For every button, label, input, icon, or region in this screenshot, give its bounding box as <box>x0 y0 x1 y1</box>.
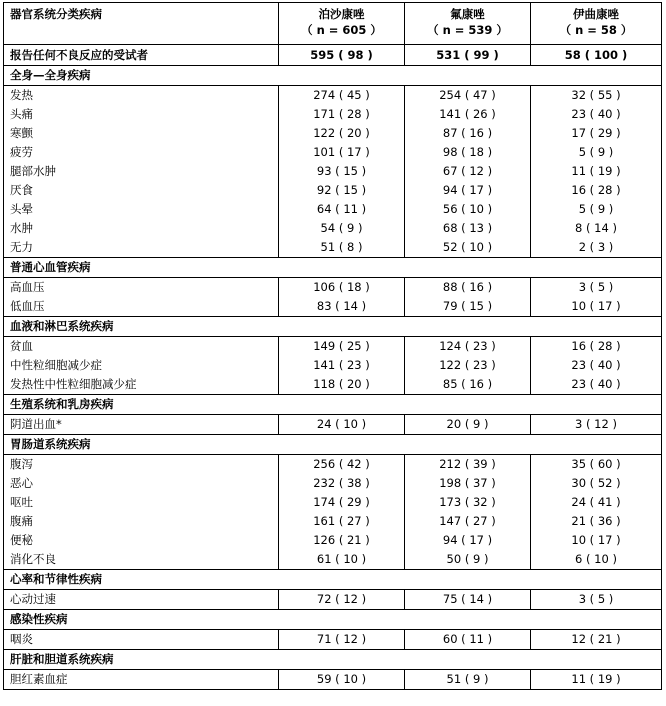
cell-itraconazole: 16 ( 28 ) <box>531 337 662 357</box>
cell-posaconazole: 149 ( 25 ) <box>279 337 405 357</box>
table-row <box>4 297 662 317</box>
cell-posaconazole: 101 ( 17 ) <box>279 143 405 162</box>
cell-fluconazole: 50 ( 9 ) <box>405 550 531 570</box>
header-itraconazole <box>531 3 662 45</box>
cell-fluconazole: 52 ( 10 ) <box>405 238 531 258</box>
cell-fluconazole: 85 ( 16 ) <box>405 375 531 395</box>
header-fluconazole <box>405 3 531 45</box>
header-fluconazole-n: （ n = 539 ） <box>427 23 508 37</box>
section-row <box>4 570 662 590</box>
cell-posaconazole: 54 ( 9 ) <box>279 219 405 238</box>
table-row <box>4 493 662 512</box>
cell-fluconazole: 56 ( 10 ) <box>405 200 531 219</box>
row-label: 咽炎 <box>4 630 279 650</box>
section-title: 生殖系统和乳房疾病 <box>4 395 662 415</box>
cell-fluconazole: 75 ( 14 ) <box>405 590 531 610</box>
cell-posaconazole: 274 ( 45 ) <box>279 86 405 106</box>
total-posaconazole: 595 ( 98 ) <box>279 45 405 66</box>
table-row <box>4 181 662 200</box>
cell-posaconazole: 232 ( 38 ) <box>279 474 405 493</box>
table-row <box>4 375 662 395</box>
total-label: 报告任何不良反应的受试者 <box>4 45 279 66</box>
header-posaconazole-n: （ n = 605 ） <box>301 23 382 37</box>
row-label: 腹痛 <box>4 512 279 531</box>
table-row <box>4 670 662 690</box>
row-label: 消化不良 <box>4 550 279 570</box>
row-label: 疲劳 <box>4 143 279 162</box>
header-posaconazole <box>279 3 405 45</box>
cell-fluconazole: 87 ( 16 ) <box>405 124 531 143</box>
cell-fluconazole: 254 ( 47 ) <box>405 86 531 106</box>
section-title: 普通心血管疾病 <box>4 258 662 278</box>
cell-posaconazole: 171 ( 28 ) <box>279 105 405 124</box>
table-row <box>4 200 662 219</box>
table-row <box>4 162 662 181</box>
cell-posaconazole: 51 ( 8 ) <box>279 238 405 258</box>
cell-posaconazole: 64 ( 11 ) <box>279 200 405 219</box>
cell-posaconazole: 83 ( 14 ) <box>279 297 405 317</box>
cell-posaconazole: 141 ( 23 ) <box>279 356 405 375</box>
table-row <box>4 455 662 475</box>
section-row <box>4 258 662 278</box>
section-row <box>4 317 662 337</box>
cell-itraconazole: 10 ( 17 ) <box>531 531 662 550</box>
cell-itraconazole: 23 ( 40 ) <box>531 375 662 395</box>
total-fluconazole: 531 ( 99 ) <box>405 45 531 66</box>
cell-fluconazole: 67 ( 12 ) <box>405 162 531 181</box>
cell-itraconazole: 23 ( 40 ) <box>531 356 662 375</box>
table-row <box>4 550 662 570</box>
cell-posaconazole: 93 ( 15 ) <box>279 162 405 181</box>
cell-itraconazole: 3 ( 5 ) <box>531 590 662 610</box>
cell-posaconazole: 24 ( 10 ) <box>279 415 405 435</box>
table-row <box>4 124 662 143</box>
cell-fluconazole: 51 ( 9 ) <box>405 670 531 690</box>
cell-itraconazole: 17 ( 29 ) <box>531 124 662 143</box>
cell-posaconazole: 61 ( 10 ) <box>279 550 405 570</box>
section-title: 胃肠道系统疾病 <box>4 435 662 455</box>
row-label: 阴道出血* <box>4 415 279 435</box>
cell-itraconazole: 2 ( 3 ) <box>531 238 662 258</box>
row-label: 水肿 <box>4 219 279 238</box>
cell-fluconazole: 20 ( 9 ) <box>405 415 531 435</box>
total-itraconazole: 58 ( 100 ) <box>531 45 662 66</box>
header-fluconazole-name: 氟康唑 <box>450 7 485 21</box>
table-row <box>4 590 662 610</box>
table-row <box>4 337 662 357</box>
section-row <box>4 435 662 455</box>
cell-itraconazole: 10 ( 17 ) <box>531 297 662 317</box>
cell-fluconazole: 141 ( 26 ) <box>405 105 531 124</box>
total-row <box>4 45 662 66</box>
cell-posaconazole: 92 ( 15 ) <box>279 181 405 200</box>
header-posaconazole-name: 泊沙康唑 <box>318 7 365 21</box>
row-label: 无力 <box>4 238 279 258</box>
cell-fluconazole: 60 ( 11 ) <box>405 630 531 650</box>
cell-fluconazole: 124 ( 23 ) <box>405 337 531 357</box>
cell-itraconazole: 8 ( 14 ) <box>531 219 662 238</box>
cell-itraconazole: 23 ( 40 ) <box>531 105 662 124</box>
cell-itraconazole: 11 ( 19 ) <box>531 670 662 690</box>
cell-posaconazole: 118 ( 20 ) <box>279 375 405 395</box>
row-label: 发热性中性粒细胞减少症 <box>4 375 279 395</box>
section-row <box>4 395 662 415</box>
cell-fluconazole: 68 ( 13 ) <box>405 219 531 238</box>
cell-itraconazole: 32 ( 55 ) <box>531 86 662 106</box>
cell-itraconazole: 5 ( 9 ) <box>531 143 662 162</box>
row-label: 发热 <box>4 86 279 106</box>
row-label: 头晕 <box>4 200 279 219</box>
cell-fluconazole: 173 ( 32 ) <box>405 493 531 512</box>
table-row <box>4 143 662 162</box>
header-itraconazole-n: （ n = 58 ） <box>559 23 633 37</box>
table-row <box>4 630 662 650</box>
cell-itraconazole: 24 ( 41 ) <box>531 493 662 512</box>
cell-itraconazole: 3 ( 5 ) <box>531 278 662 298</box>
cell-itraconazole: 16 ( 28 ) <box>531 181 662 200</box>
cell-posaconazole: 106 ( 18 ) <box>279 278 405 298</box>
cell-posaconazole: 71 ( 12 ) <box>279 630 405 650</box>
cell-fluconazole: 122 ( 23 ) <box>405 356 531 375</box>
section-row <box>4 610 662 630</box>
header-itraconazole-name: 伊曲康唑 <box>573 7 619 21</box>
row-label: 恶心 <box>4 474 279 493</box>
section-title: 肝脏和胆道系统疾病 <box>4 650 662 670</box>
cell-itraconazole: 30 ( 52 ) <box>531 474 662 493</box>
row-label: 腿部水肿 <box>4 162 279 181</box>
cell-itraconazole: 12 ( 21 ) <box>531 630 662 650</box>
cell-fluconazole: 212 ( 39 ) <box>405 455 531 475</box>
section-title: 全身—全身疾病 <box>4 66 662 86</box>
cell-fluconazole: 88 ( 16 ) <box>405 278 531 298</box>
row-label: 寒颤 <box>4 124 279 143</box>
header-row <box>4 3 662 45</box>
cell-posaconazole: 72 ( 12 ) <box>279 590 405 610</box>
section-title: 血液和淋巴系统疾病 <box>4 317 662 337</box>
row-label: 便秘 <box>4 531 279 550</box>
cell-itraconazole: 6 ( 10 ) <box>531 550 662 570</box>
cell-itraconazole: 21 ( 36 ) <box>531 512 662 531</box>
cell-fluconazole: 94 ( 17 ) <box>405 531 531 550</box>
cell-itraconazole: 35 ( 60 ) <box>531 455 662 475</box>
cell-posaconazole: 174 ( 29 ) <box>279 493 405 512</box>
row-label: 呕吐 <box>4 493 279 512</box>
table-row <box>4 474 662 493</box>
table-row <box>4 278 662 298</box>
cell-fluconazole: 198 ( 37 ) <box>405 474 531 493</box>
header-soc: 器官系统分类疾病 <box>4 3 279 45</box>
row-label: 中性粒细胞减少症 <box>4 356 279 375</box>
cell-itraconazole: 5 ( 9 ) <box>531 200 662 219</box>
row-label: 低血压 <box>4 297 279 317</box>
cell-posaconazole: 256 ( 42 ) <box>279 455 405 475</box>
cell-itraconazole: 11 ( 19 ) <box>531 162 662 181</box>
section-row <box>4 66 662 86</box>
row-label: 胆红素血症 <box>4 670 279 690</box>
cell-fluconazole: 79 ( 15 ) <box>405 297 531 317</box>
table-row <box>4 105 662 124</box>
section-row <box>4 650 662 670</box>
table-row <box>4 356 662 375</box>
section-title: 感染性疾病 <box>4 610 662 630</box>
row-label: 心动过速 <box>4 590 279 610</box>
table-row <box>4 415 662 435</box>
table-row <box>4 86 662 106</box>
cell-posaconazole: 161 ( 27 ) <box>279 512 405 531</box>
cell-fluconazole: 94 ( 17 ) <box>405 181 531 200</box>
table-row <box>4 238 662 258</box>
adverse-reactions-table <box>3 2 662 690</box>
cell-itraconazole: 3 ( 12 ) <box>531 415 662 435</box>
cell-posaconazole: 59 ( 10 ) <box>279 670 405 690</box>
row-label: 头痛 <box>4 105 279 124</box>
row-label: 腹泻 <box>4 455 279 475</box>
section-title: 心率和节律性疾病 <box>4 570 662 590</box>
row-label: 高血压 <box>4 278 279 298</box>
cell-posaconazole: 122 ( 20 ) <box>279 124 405 143</box>
table-row <box>4 531 662 550</box>
table-row <box>4 512 662 531</box>
row-label: 贫血 <box>4 337 279 357</box>
cell-fluconazole: 147 ( 27 ) <box>405 512 531 531</box>
table-row <box>4 219 662 238</box>
row-label: 厌食 <box>4 181 279 200</box>
cell-fluconazole: 98 ( 18 ) <box>405 143 531 162</box>
cell-posaconazole: 126 ( 21 ) <box>279 531 405 550</box>
